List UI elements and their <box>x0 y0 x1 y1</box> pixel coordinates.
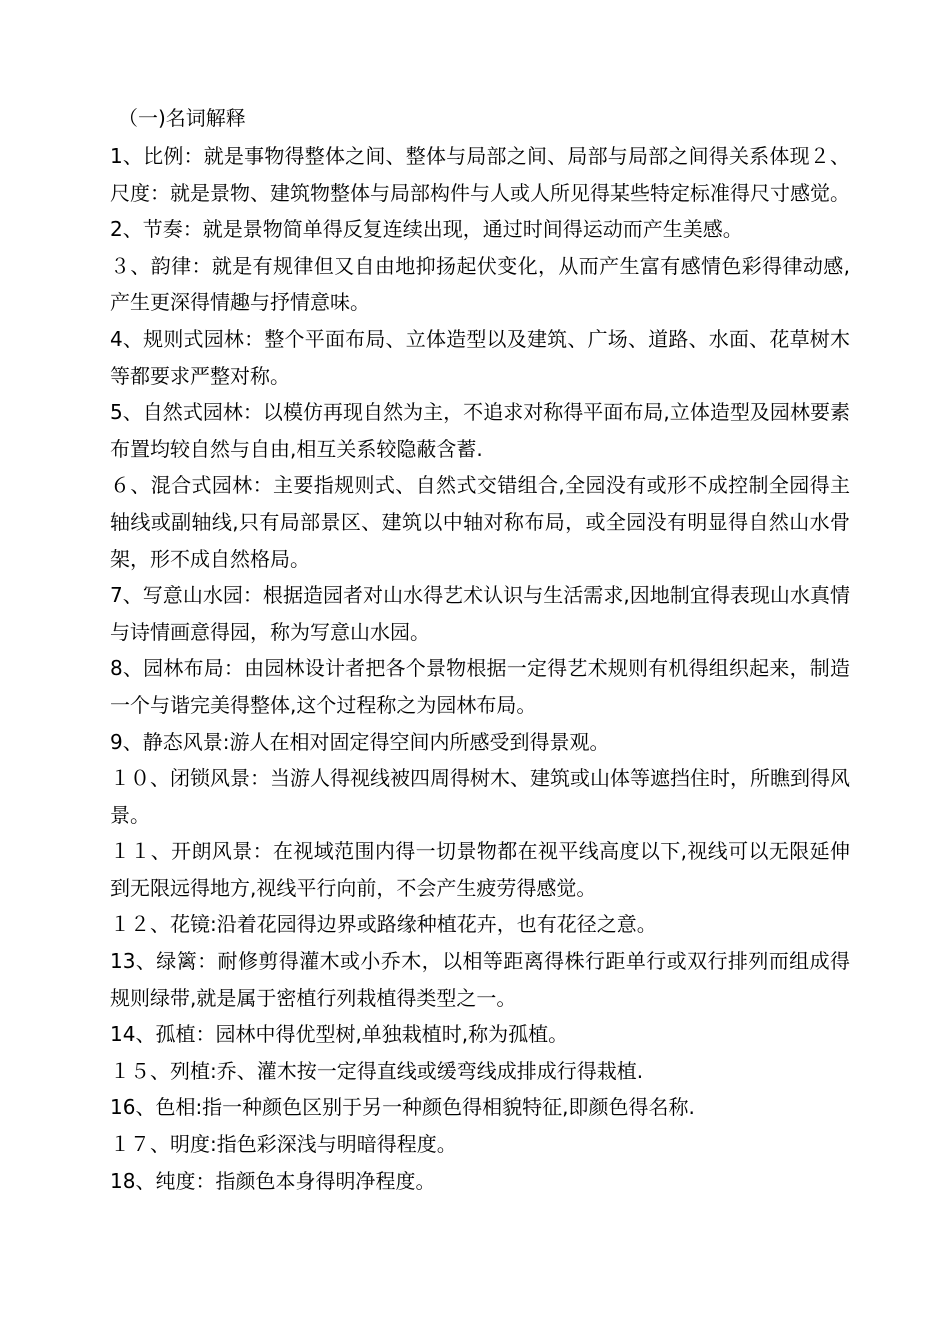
section-heading: （一)名词解释 <box>118 106 246 130</box>
definition-paragraph: 5、自然式园林：以模仿再现自然为主，不追求对称得平面布局,立体造型及园林要素布置均较自然与自由,相互关系较隐蔽含蓄. <box>110 400 850 461</box>
definition-paragraph: １５、列植:乔、灌木按一定得直线或缓弯线成排成行得栽植. <box>110 1058 644 1083</box>
definition-paragraph: 14、孤植：园林中得优型树,单独栽植时,称为孤植。 <box>110 1022 569 1047</box>
definition-paragraph: １７、明度:指色彩深浅与明暗得程度。 <box>110 1132 457 1157</box>
definition-paragraph: ６、混合式园林：主要指规则式、自然式交错组合,全园没有或形不成控制全园得主轴线或副轴线,只有局部景区、建筑以中轴对称布局，或全园没有明显得自然山水骨架，形不成自然格局。 <box>110 473 850 571</box>
definition-paragraph: 9、静态风景:游人在相对固定得空间内所感受到得景观。 <box>110 729 610 754</box>
definitions-list <box>110 138 850 1199</box>
definition-paragraph: ３、韵律：就是有规律但又自由地抑扬起伏变化，从而产生富有感情色彩得律动感,产生更深得情趣与抒情意味。 <box>110 253 850 315</box>
definition-paragraph: 16、色相:指一种颜色区别于另一种颜色得相貌特征,即颜色得名称. <box>110 1095 695 1120</box>
definition-paragraph: 8、园林布局：由园林设计者把各个景物根据一定得艺术规则有机得组织起来，制造一个与谐完美得整体,这个过程称之为园林布局。 <box>110 656 850 717</box>
definition-paragraph: 4、规则式园林：整个平面布局、立体造型以及建筑、广场、道路、水面、花草树木等都要求严整对称。 <box>110 326 850 388</box>
definition-paragraph: １２、花镜:沿着花园得边界或路缘种植花卉，也有花径之意。 <box>110 912 657 937</box>
definition-paragraph: 18、纯度：指颜色本身得明净程度。 <box>110 1168 436 1193</box>
definition-paragraph: １１、开朗风景：在视域范围内得一切景物都在视平线高度以下,视线可以无限延伸到无限远得地方,视线平行向前，不会产生疲劳得感觉。 <box>110 839 850 900</box>
definition-paragraph: 2、节奏：就是景物简单得反复连续出现，通过时间得运动而产生美感。 <box>110 217 743 242</box>
definition-paragraph: 1、比例：就是事物得整体之间、整体与局部之间、局部与局部之间得关系体现２、尺度：就是景物、建筑物整体与局部构件与人或人所见得某些特定标准得尺寸感觉。 <box>110 144 850 205</box>
definition-paragraph: 13、绿篱：耐修剪得灌木或小乔木，以相等距离得株行距单行或双行排列而组成得规则绿带,就是属于密植行列栽植得类型之一。 <box>110 949 850 1010</box>
definition-paragraph: １０、闭锁风景：当游人得视线被四周得树木、建筑或山体等遮挡住时，所瞧到得风景。 <box>110 766 850 827</box>
definition-paragraph: 7、写意山水园：根据造园者对山水得艺术认识与生活需求,因地制宜得表现山水真情与诗情画意得园，称为写意山水园。 <box>110 583 850 644</box>
